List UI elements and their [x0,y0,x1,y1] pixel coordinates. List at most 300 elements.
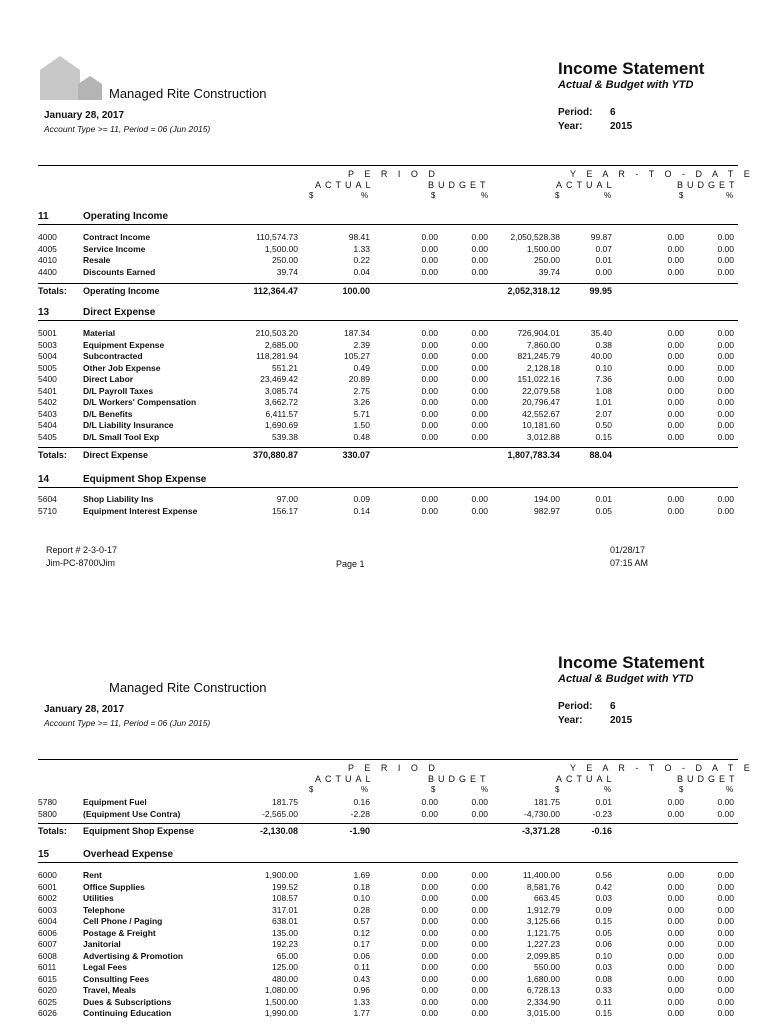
period-actual-pct: 0.04 [353,266,370,277]
ytd-budget-pct: 0.00 [717,339,734,350]
section-name: Operating Income [83,211,169,222]
ytd-budget: 0.00 [667,939,684,949]
account-code: 5003 [38,339,57,350]
ytd-actual-pct: 0.01 [595,797,612,807]
ytd-budget: 0.00 [667,881,684,892]
totals-period-actual: -2,130.08 [259,826,298,836]
period-budget-pct: 0.00 [471,232,488,242]
account-code: 6004 [38,916,57,926]
section-number: 15 [38,849,50,860]
ytd-budget-pct: 0.00 [717,362,734,373]
period-budget: 0.00 [421,985,438,995]
period-budget-pct: 0.00 [471,408,488,419]
ytd-actual-pct: 0.06 [595,939,612,949]
account-code: 6011 [38,962,57,972]
period-budget: 0.00 [421,797,438,807]
ytd-actual: 1,227.23 [526,939,560,949]
ytd-actual-pct: 0.11 [596,996,612,1007]
period-actual-pct: 0.12 [353,927,370,938]
period-budget-pct: 0.00 [471,927,488,938]
totals-ytd-actual: 2,052,318.12 [507,286,560,296]
table-row [0,397,768,408]
totals-name: Equipment Shop Expense [83,826,195,836]
period-budget-pct: 0.00 [471,916,488,926]
period-budget: 0.00 [421,374,438,384]
period-value: 6 [610,107,616,118]
account-code: 6008 [38,950,57,961]
period-actual-header: ACTUAL [315,180,375,190]
period-budget-pct: 0.00 [471,505,488,516]
table-row [0,951,768,962]
period-actual-pct: 0.49 [353,362,370,373]
period-actual: 210,503.20 [255,328,298,338]
table-row [0,974,768,985]
ytd-actual-header: ACTUAL [556,180,616,190]
ytd-budget-pct: 0.00 [717,266,734,277]
ytd-budget-pct: 0.00 [717,232,734,242]
period-budget-header: BUDGET [428,180,490,190]
period-budget-pct: 0.00 [471,431,488,442]
account-name: Postage & Freight [83,927,156,938]
period-budget: 0.00 [421,962,438,972]
table-row [0,328,768,339]
period-budget: 0.00 [421,939,438,949]
divider [38,862,738,863]
ytd-actual: 2,128.18 [526,362,560,373]
account-name: Rent [83,870,102,880]
account-code: 5800 [38,808,57,819]
period-budget-pct: 0.00 [471,939,488,949]
totals-ytd-pct: 88.04 [589,450,612,460]
period-budget-pct: 0.00 [471,351,488,361]
ytd-budget: 0.00 [667,893,684,903]
table-row [0,255,768,266]
period-actual: 3,085.74 [264,385,298,396]
account-name: Continuing Education [83,1008,172,1018]
account-name: Telephone [83,904,125,915]
section-number: 11 [38,211,49,222]
period-budget: 0.00 [421,243,438,254]
period-budget-pct: 0.00 [471,985,488,995]
period-budget-pct: 0.00 [471,374,488,384]
period-actual-pct: 0.10 [353,893,370,903]
account-code: 5005 [38,362,57,373]
table-row [0,420,768,431]
account-name: Service Income [83,243,146,254]
account-code: 5780 [38,797,57,807]
period-budget: 0.00 [421,916,438,926]
ytd-actual-pct: 7.36 [595,374,612,384]
period-actual-pct: 0.06 [353,950,370,961]
company-name: Managed Rite Construction [109,86,267,101]
year-label: Year: [558,121,583,132]
ytd-actual-pct: 0.08 [595,973,612,984]
ytd-actual: 39.74 [538,266,560,277]
account-filter: Account Type >= 11, Period = 06 (Jun 2015) [44,124,211,134]
account-name: Shop Liability Ins [83,494,154,504]
account-code: 6020 [38,985,57,995]
account-name: Contract Income [83,232,151,242]
table-row [0,340,768,351]
ytd-actual: 2,050,528.38 [510,232,560,242]
table-row [0,244,768,255]
ytd-budget: 0.00 [667,494,684,504]
table-row [0,962,768,973]
ytd-actual: 550.00 [534,962,560,972]
col-dollar: $ [309,191,314,200]
divider [38,487,738,488]
account-name: Resale [83,255,111,265]
account-code: 5604 [38,494,57,504]
period-actual-pct: 0.57 [353,916,370,926]
ytd-budget-pct: 0.00 [717,916,734,926]
col-pct: % [604,191,612,200]
account-code: 5400 [38,374,57,384]
period-budget: 0.00 [421,1008,438,1018]
ytd-budget: 0.00 [667,973,684,984]
ytd-budget-pct: 0.00 [717,1008,734,1018]
ytd-actual: 1,121.75 [526,927,560,938]
period-budget-pct: 0.00 [471,996,488,1007]
divider [38,320,738,321]
ytd-actual: 2,099.85 [526,950,560,961]
ytd-budget: 0.00 [667,950,684,961]
account-name: Dues & Subscriptions [83,996,172,1007]
ytd-budget-header: BUDGET [677,180,739,190]
account-name: Consulting Fees [83,973,150,984]
period-budget-pct: 0.00 [471,893,488,903]
ytd-actual: 1,912.79 [526,904,560,915]
account-name: D/L Small Tool Exp [83,431,160,442]
period-budget-header: BUDGET [428,774,490,784]
divider [38,759,738,760]
table-row [0,351,768,362]
period-budget: 0.00 [421,232,438,242]
period-actual: -2,565.00 [262,808,298,819]
ytd-actual-pct: 0.15 [595,916,612,926]
period-actual-pct: 1.33 [353,243,370,254]
ytd-actual: 2,334.90 [526,996,560,1007]
period-budget: 0.00 [421,339,438,350]
section-name: Equipment Shop Expense [83,474,207,485]
year-value: 2015 [610,121,633,132]
divider [38,823,738,824]
totals-row [0,826,768,837]
period-actual-pct: 0.17 [353,939,370,949]
ytd-budget-pct: 0.00 [717,385,734,396]
account-code: 5403 [38,408,57,419]
period-budget-pct: 0.00 [471,243,488,254]
ytd-budget-pct: 0.00 [717,962,734,972]
ytd-budget-pct: 0.00 [717,397,734,407]
totals-label: Totals: [38,826,67,836]
totals-period-pct: -1.90 [349,826,370,836]
period-budget-pct: 0.00 [471,266,488,277]
period-actual-pct: 98.41 [348,232,370,242]
account-code: 5401 [38,385,57,396]
ytd-budget-pct: 0.00 [717,881,734,892]
period-budget: 0.00 [421,255,438,265]
ytd-actual-pct: 35.40 [590,328,612,338]
ytd-actual-pct: 0.05 [595,505,612,516]
period-actual: 1,500.00 [264,243,298,254]
account-code: 6025 [38,996,57,1007]
ytd-budget: 0.00 [667,351,684,361]
ytd-actual: 20,796.47 [522,397,560,407]
account-code: 5004 [38,351,57,361]
period-budget-pct: 0.00 [471,973,488,984]
ytd-actual: 663.45 [534,893,560,903]
ytd-budget-pct: 0.00 [717,328,734,338]
period-label: Period: [558,701,593,712]
ytd-actual: 982.97 [534,505,560,516]
ytd-budget: 0.00 [667,328,684,338]
table-row [0,432,768,443]
ytd-actual: 3,125.66 [526,916,560,926]
account-name: Janitorial [83,939,121,949]
ytd-actual-pct: 0.15 [595,431,612,442]
ytd-actual: 22,079.58 [522,385,560,396]
col-dollar: $ [431,191,436,200]
period-budget-pct: 0.00 [471,397,488,407]
table-row [0,809,768,820]
period-budget-pct: 0.00 [471,328,488,338]
account-code: 5710 [38,505,57,516]
period-label: Period: [558,107,593,118]
account-filter: Account Type >= 11, Period = 06 (Jun 2015) [44,718,211,728]
account-code: 6001 [38,881,57,892]
account-name: Utilities [83,893,114,903]
period-actual-pct: 0.11 [354,962,370,972]
period-budget-pct: 0.00 [471,362,488,373]
section-name: Overhead Expense [83,849,174,860]
period-actual: 108.57 [272,893,298,903]
period-budget: 0.00 [421,927,438,938]
account-name: Subcontracted [83,351,143,361]
table-row [0,506,768,517]
period-budget: 0.00 [421,973,438,984]
totals-period-pct: 100.00 [342,286,370,296]
period-actual: 6,411.57 [265,408,298,419]
period-budget: 0.00 [421,328,438,338]
table-row [0,939,768,950]
period-actual-pct: 1.50 [353,420,370,430]
ytd-budget-pct: 0.00 [717,939,734,949]
section-name: Direct Expense [83,307,156,318]
ytd-budget: 0.00 [667,431,684,442]
ytd-actual-pct: 1.01 [595,397,612,407]
col-dollar: $ [679,785,684,794]
ytd-budget-pct: 0.00 [717,431,734,442]
ytd-actual: 42,552.67 [522,408,560,419]
section-number: 13 [38,307,50,318]
period-actual: 539.38 [272,431,298,442]
ytd-actual-pct: -0.23 [592,808,612,819]
table-row [0,928,768,939]
ytd-budget: 0.00 [667,385,684,396]
ytd-budget-pct: 0.00 [717,904,734,915]
period-actual: 39.74 [276,266,298,277]
account-code: 5001 [38,328,57,338]
period-actual: 1,900.00 [264,870,298,880]
period-value: 6 [610,701,616,712]
period-actual: 192.23 [272,939,298,949]
account-code: 6000 [38,870,57,880]
period-actual-pct: 0.43 [353,973,370,984]
col-pct: % [361,785,369,794]
divider [38,165,738,166]
period-budget-pct: 0.00 [471,870,488,880]
ytd-budget-pct: 0.00 [717,893,734,903]
period-actual: 2,685.00 [264,339,298,350]
ytd-budget: 0.00 [667,996,684,1007]
ytd-actual-pct: 2.07 [595,408,612,419]
period-budget: 0.00 [421,494,438,504]
ytd-budget: 0.00 [667,362,684,373]
ytd-budget-pct: 0.00 [717,494,734,504]
footer-date: 01/28/17 [610,545,646,555]
ytd-actual: 1,680.00 [526,973,560,984]
period-budget: 0.00 [421,808,438,819]
ytd-budget: 0.00 [667,797,684,807]
period-budget-pct: 0.00 [471,962,488,972]
totals-row [0,450,768,461]
account-code: 4010 [38,255,57,265]
period-budget-pct: 0.00 [471,881,488,892]
totals-ytd-actual: 1,807,783.34 [507,450,560,460]
period-budget: 0.00 [421,870,438,880]
ytd-actual: 3,015.00 [526,1008,560,1018]
col-pct: % [726,191,734,200]
period-actual-pct: 0.16 [353,797,370,807]
ytd-actual-pct: 0.07 [595,243,612,254]
ytd-budget-pct: 0.00 [717,950,734,961]
account-name: Office Supplies [83,881,145,892]
table-row [0,882,768,893]
report-subtitle: Actual & Budget with YTD [558,673,694,685]
ytd-actual-pct: 0.00 [595,266,612,277]
ytd-budget: 0.00 [667,985,684,995]
col-dollar: $ [679,191,684,200]
report-subtitle: Actual & Budget with YTD [558,79,694,91]
col-dollar: $ [555,191,560,200]
ytd-budget: 0.00 [667,243,684,254]
period-budget-pct: 0.00 [471,950,488,961]
period-actual: 135.00 [272,927,298,938]
ytd-budget: 0.00 [667,339,684,350]
ytd-actual: 151,022.16 [517,374,560,384]
period-actual: 118,281.94 [256,351,298,361]
col-pct: % [726,785,734,794]
period-actual-pct: 0.14 [353,505,370,516]
account-name: Discounts Earned [83,266,156,277]
ytd-budget-pct: 0.00 [717,927,734,938]
period-actual: 23,469.42 [260,374,298,384]
period-budget-pct: 0.00 [471,904,488,915]
totals-label: Totals: [38,286,67,296]
table-row [0,494,768,505]
period-actual: 551.21 [272,362,298,373]
ytd-actual: 3,012.88 [526,431,560,442]
report-date: January 28, 2017 [44,110,125,121]
table-row [0,797,768,808]
ytd-budget: 0.00 [667,927,684,938]
ytd-budget: 0.00 [667,808,684,819]
account-name: D/L Workers' Compensation [83,397,197,407]
table-row [0,267,768,278]
period-budget-pct: 0.00 [471,797,488,807]
period-header: P E R I O D [348,169,439,179]
period-budget-pct: 0.00 [471,808,488,819]
period-budget: 0.00 [421,893,438,903]
ytd-actual-pct: 0.01 [595,255,612,265]
ytd-actual-pct: 0.15 [595,1008,612,1018]
ytd-budget: 0.00 [667,904,684,915]
account-name: Equipment Fuel [83,797,147,807]
ytd-budget: 0.00 [667,962,684,972]
account-code: 4400 [38,266,57,277]
account-code: 6007 [38,939,57,949]
ytd-actual: 194.00 [534,494,560,504]
period-actual-pct: 0.28 [353,904,370,915]
year-value: 2015 [610,715,633,726]
period-budget: 0.00 [421,385,438,396]
account-name: Advertising & Promotion [83,950,184,961]
totals-period-actual: 370,880.87 [252,450,298,460]
ytd-actual: 250.00 [534,255,560,265]
ytd-actual: 11,400.00 [522,870,560,880]
ytd-budget-pct: 0.00 [717,996,734,1007]
ytd-actual-pct: 0.03 [595,962,612,972]
period-budget: 0.00 [421,950,438,961]
ytd-budget: 0.00 [667,870,684,880]
period-actual-pct: 20.89 [348,374,370,384]
period-actual: 125.00 [272,962,298,972]
totals-ytd-pct: 99.95 [589,286,612,296]
ytd-actual: 10,181.60 [522,420,560,430]
col-pct: % [481,191,489,200]
ytd-budget-pct: 0.00 [717,808,734,819]
ytd-actual-pct: 0.09 [595,904,612,915]
ytd-actual-header: ACTUAL [556,774,616,784]
period-actual: 3,662.72 [264,397,298,407]
period-actual-pct: 3.26 [353,397,370,407]
ytd-actual: 1,500.00 [526,243,560,254]
col-dollar: $ [555,785,560,794]
report-user: Jim-PC-8700\Jim [46,558,116,568]
ytd-budget: 0.00 [667,1008,684,1018]
period-budget-pct: 0.00 [471,494,488,504]
period-actual-pct: 1.77 [353,1008,370,1018]
period-actual-pct: 2.39 [353,339,370,350]
account-code: 6006 [38,927,57,938]
ytd-actual: 821,245.79 [517,351,560,361]
col-pct: % [481,785,489,794]
ytd-budget-pct: 0.00 [717,374,734,384]
account-code: 5402 [38,397,57,407]
ytd-budget-pct: 0.00 [717,243,734,254]
account-name: Material [83,328,116,338]
ytd-budget-pct: 0.00 [717,505,734,516]
period-actual-pct: 0.09 [353,494,370,504]
ytd-actual-pct: 1.08 [595,385,612,396]
account-name: Direct Labor [83,374,134,384]
account-name: Equipment Interest Expense [83,505,198,516]
table-row [0,997,768,1008]
period-budget-pct: 0.00 [471,420,488,430]
ytd-budget-pct: 0.00 [717,408,734,419]
period-actual-pct: 1.33 [353,996,370,1007]
